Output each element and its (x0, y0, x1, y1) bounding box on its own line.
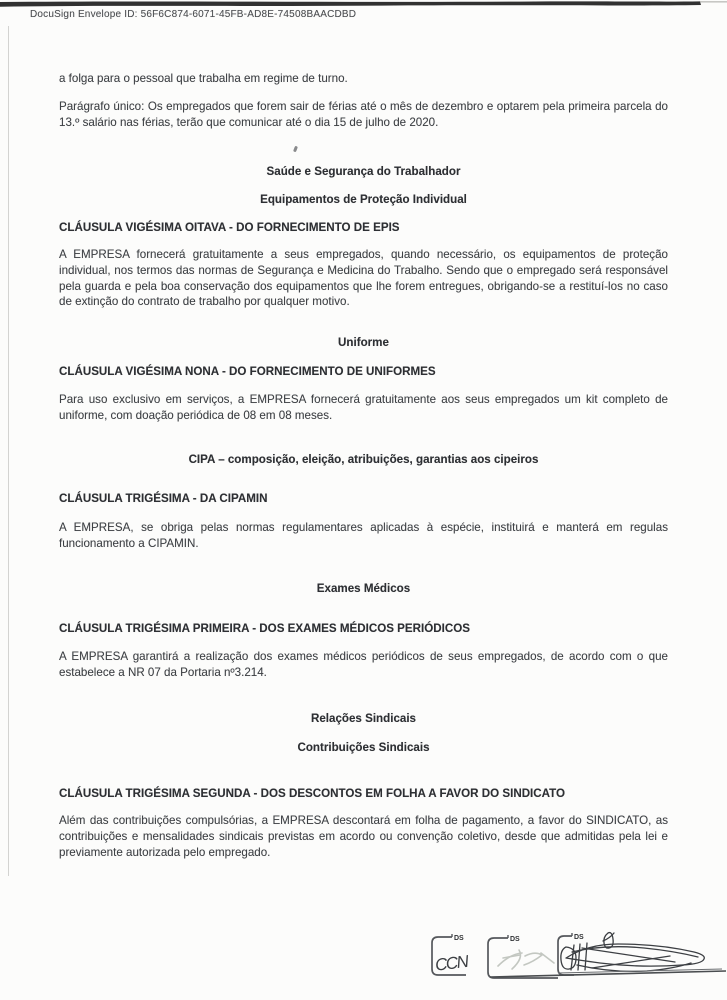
section-heading-exames-medicos: Exames Médicos (316, 582, 411, 595)
section-heading-cipa: CIPA – composição, eleição, atribuições, garantias aos cipeiros (188, 453, 539, 466)
docusign-ds-badge-1: DS (454, 935, 464, 942)
clause-28-body: A EMPRESA fornecerá gratuitamente a seus empregados, quando necessário, os equipamentos de proteção individual, nos termos das normas de Segurança e Medicina do Trabalho. Sendo que o empregado será responsável pela guarda e pela boa conservação dos equipamentos que lhe forem entregues, obrigando-se a restituí-los no caso de extinção do contrato de trabalho por qualquer motivo. (59, 248, 668, 309)
section-heading-saude-seguranca: Saúde e Segurança do Trabalhador (266, 165, 461, 178)
faint-initials-scribble (498, 950, 554, 969)
clause-29-body: Para uso exclusivo em serviços, a EMPRESA fornecerá gratuitamente aos seus empregados um kit completo de uniforme, com doação periódica de 08 em 08 meses. (59, 393, 668, 422)
clause-32-body: Além das contribuições compulsórias, a EMPRESA descontará em folha de pagamento, a favor do SINDICATO, as contribuições e mensalidades sindicais previstas em acordo ou convenção coletivo, desde que admitidas pela lei e previamente autorizada pelo empregado. (59, 814, 668, 859)
clause-31-body: A EMPRESA garantirá a realização dos exames médicos periódicos de seus empregados, de acordo com o que estabelece a NR 07 da Portaria nº3.214. (59, 650, 668, 679)
clause-29-title: CLÁUSULA VIGÉSIMA NONA - DO FORNECIMENTO DE UNIFORMES (59, 365, 436, 378)
paragraph-paragrafo-unico: Parágrafo único: Os empregados que forem sair de férias até o mês de dezembro e optarem pela primeira parcela do 13.º salário nas férias, terão que comunicar até o dia 15 de julho de 2020. (59, 100, 668, 129)
docusign-ds-badge-3: DS (574, 934, 584, 941)
clause-31-title: CLÁUSULA TRIGÉSIMA PRIMEIRA - DOS EXAMES MÉDICOS PERIÓDICOS (59, 622, 470, 635)
dark-signature-scribble (561, 943, 704, 971)
handwritten-initials-ccn: CCN (434, 951, 469, 975)
initial-tab-1[interactable] (432, 934, 471, 975)
section-heading-relacoes-sindicais: Relações Sindicais (310, 712, 417, 725)
theta-mark (603, 933, 614, 949)
clause-32-title: CLÁUSULA TRIGÉSIMA SEGUNDA - DOS DESCONTOS EM FOLHA A FAVOR DO SINDICATO (59, 787, 566, 800)
clause-30-title: CLÁUSULA TRIGÉSIMA - DA CIPAMIN (59, 492, 268, 505)
section-heading-contribuicoes-sindicais: Contribuições Sindicais (297, 741, 430, 754)
signature-initials-area (415, 915, 727, 997)
section-heading-uniforme: Uniforme (338, 336, 389, 349)
initial-tab-2[interactable] (488, 935, 558, 978)
docusign-envelope-id: DocuSign Envelope ID: 56F6C874-6071-45FB-AD8E-74508BAACDBD (30, 9, 357, 20)
paragraph-intro-line: a folga para o pessoal que trabalha em regime de turno. (59, 72, 348, 85)
clause-28-title: CLÁUSULA VIGÉSIMA OITAVA - DO FORNECIMENTO DE EPIS (59, 221, 400, 234)
clause-30-body: A EMPRESA, se obriga pelas normas regulamentares aplicadas à espécie, instituirá e manterá em regulas funcionamento a CIPAMIN. (59, 521, 668, 550)
docusign-ds-badge-2: DS (510, 936, 520, 943)
initial-tab-3[interactable] (490, 933, 726, 977)
section-heading-epi: Equipamentos de Proteção Individual (260, 193, 467, 206)
scan-speck (293, 146, 298, 153)
scan-artifact-left-line (8, 26, 9, 876)
